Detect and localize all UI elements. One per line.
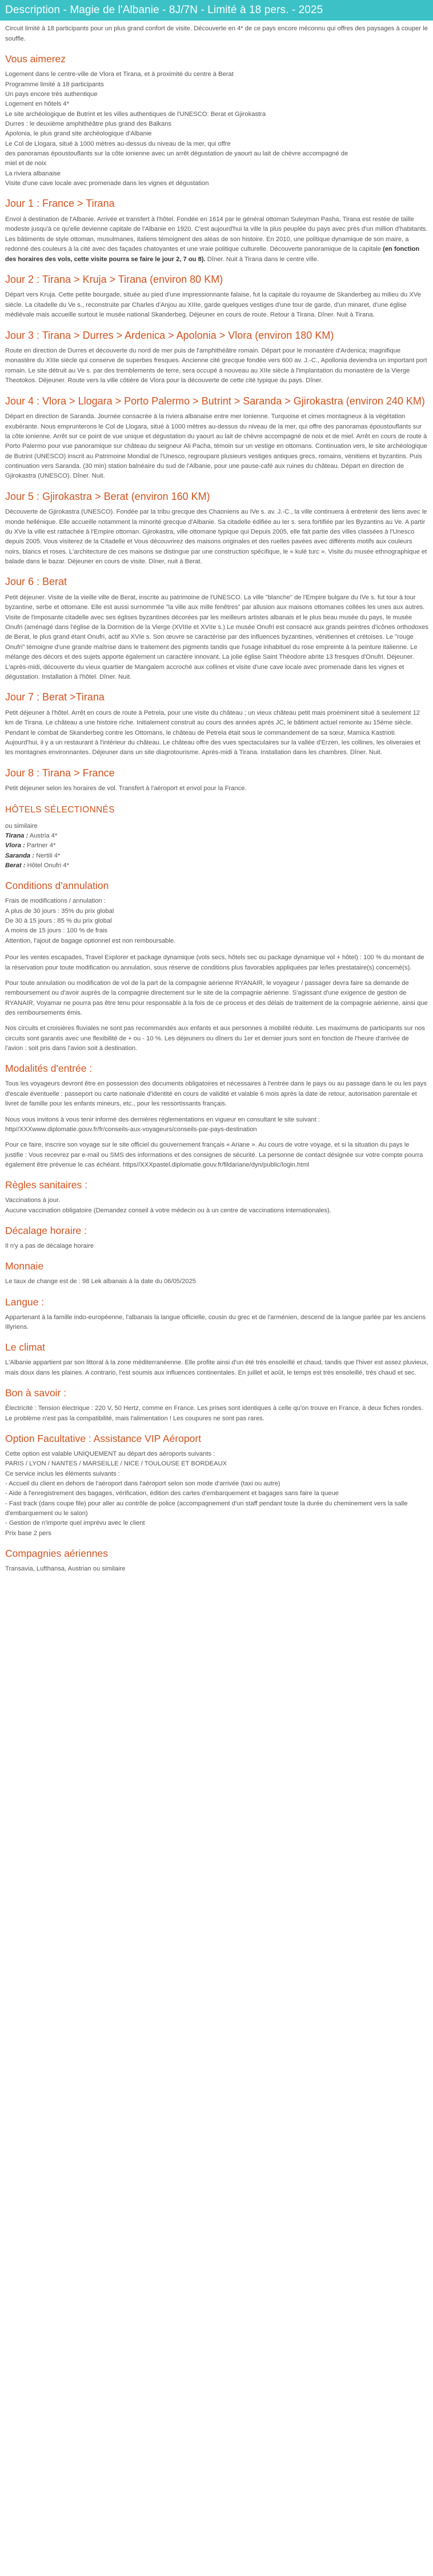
list-item: Aucune vaccination obligatoire (Demandez conseil à votre médecin ou à un centre de vaccinations internationales). xyxy=(5,1207,331,1214)
day-title-8: Jour 8 : Tirana > France xyxy=(5,767,115,779)
day-text-6: Petit déjeuner. Visite de la vieille ville de Berat, inscrite au patrimoine de l'UNESCO. La ville "blanche" de l'Empire bulgare du IVe s. fut tour à tour byzantine, serbe et ottomane. Elle est aussi surnommée "la ville aux mille fenêtres" par allusion aux maisons ottomanes collées les unes aux autres. Visite de l'imposante citadelle avec ses églises byzantines décorées par les meilleurs artistes albanais et le plus beau musée du pays, le musée Onufri (aménagé dans l'église de la Dormition de la Vierge (XVIIIe et XVIIe s.) Le musée Onufri est consacré aux grands peintres d'icônes orthodoxes de Berat, le plus grand étant Onufri, actif au XVIe s. Son œuvre se caractérise par des influences byzantines, vénitiennes et crétoises. Le "rouge Onufri" témoigne d'une grande maîtrise dans le traitement des pigments tandis que l'usage inhabituel du rose empreinte à la peinture italienne. Le mélange des décors et des sujets apporte également un caractère innovant. La jolie église Saint Théodore abrite 13 fresques d'Onufri. Déjeuner. L'après-midi, découverte du vieux quartier de Mangalem accroché aux collines et visite d'une cave locale avec promenade dans les vignes et dégustation. Installation à l'hôtel. Dîner. Nuit. xyxy=(5,594,428,680)
day-text-4: Départ en direction de Saranda. Journée consacrée à la riviera albanaise entre mer Ionienne. Turquoise et cimes montagneux à la végétation exubérante. Nous emprunterons le Col de Llogara, situé à 1000 mètres au-dessus du niveau de la mer, qui offre des panoramas époustouflants sur la côte ionienne. Arrêt sur ce point de vue unique et dégustation du yaourt au lait de chèvre accompagné de noix et de miel. Arrêt en cours de route à Porto Palermo pour vue panoramique sur château du seigneur Ali Pacha, témoin sur un vestige en ottomans. Continuation vers, le site archéologique de Butrint (UNESCO) inscrit au Patrimoine Mondial de l'Unesco, regroupant plusieurs vestiges antiques grecs, romains, vénitiens et byzantins. Puis continuation vers Saranda. (30 min) station balnéaire du sud de l'Albanie, pour une pause-café aux ruines du château. Départ en direction de Gjirokastra (UNESCO). Dîner. Nuit. xyxy=(5,413,427,480)
list-item: Un pays encore très authentique xyxy=(5,90,98,98)
day-title-2: Jour 2 : Tirana > Kruja > Tirana (environ 80 KM) xyxy=(5,273,223,285)
section-title-climat: Le climat xyxy=(5,1341,46,1353)
list-item: Vaccinations à jour. xyxy=(5,1197,61,1204)
list-item: Cette option est valable UNIQUEMENT au départ des aéroports suivants : xyxy=(5,1450,215,1457)
love-list xyxy=(5,70,428,189)
page-title: Description - Magie de l'Albanie - 8J/7N - Limité à 18 pers. - 2025 xyxy=(5,4,323,16)
monnaie-text: Le taux de change est de : 98 Lek albanais à la date du 06/05/2025 xyxy=(5,1278,197,1285)
hotel-city: Berat : xyxy=(5,862,26,870)
day-text-3: Route en direction de Durres et découverte du nord de mer puis de l'amphithéâtre romain. Départ pour le monastère d'Ardenica; magnifique monastère du XIIIe siècle qui conserve de superbes fresques. Ancienne cité grecque fondée vers 600 av. J.-C., Apollonia deviendra un important port romain. Le site détruit au Ve s. par des tremblements de terre, sera occupé à nouveau au XIIe siècle à l'implantation du monastère de la Vierge Theotokos. Déjeuner. Route vers la ville côtière de Vlora pour la découverte de cette cité typique du pays. Dîner. xyxy=(5,347,427,384)
page-title-banner xyxy=(0,0,433,21)
conditions-fees xyxy=(5,896,428,946)
section-title-monnaie: Monnaie xyxy=(5,1260,44,1272)
day-title-5: Jour 5 : Gjirokastra > Berat (environ 160 KM) xyxy=(5,490,210,502)
conditions-paragraph: Pour les ventes escapades, Travel Explorer et package dynamique (vols secs, hôtels sec ou package dynamique vol + hôtel) : 100 % du montant de la réservation pour toute modification ou annulation, sous réserve de conditions plus favorables appliquées par le/les prestataire(s) concerné(s). xyxy=(5,954,424,971)
list-item: Programme limité à 18 participants xyxy=(5,81,104,88)
list-item: miel et de noix xyxy=(5,160,47,167)
list-item: A moins de 15 jours : 100 % de frais xyxy=(5,927,108,935)
hotels-lead: ou similaire xyxy=(5,822,38,830)
section-title-langue: Langue : xyxy=(5,1296,45,1308)
list-item: A plus de 30 jours : 35% du prix global xyxy=(5,907,114,915)
hotel-item xyxy=(5,851,428,861)
modalites-paragraph: Tous les voyageurs devront être en possession des documents obligatoires et nécessaires à l'entrée dans le pays ou au passage dans le ou les pays d'escale éventuelle : passeport ou carte nationale d'identité en cours de validité et valable 6 mois après la date de retour, autorisation parentale et livret de famille pour les enfants mineurs, etc., pour les ressortissants français. xyxy=(5,1080,427,1108)
hotel-name: Partner 4* xyxy=(26,842,56,850)
langue-text: Appartenant à la famille indo-européenne, l'albanais la langue officielle, cousin du grec et de l'arménien, descend de la langue parlée par les anciens Illyriens. xyxy=(5,1313,426,1331)
hotel-name: Austria 4* xyxy=(29,832,58,839)
section-title-modalites: Modalités d'entrée : xyxy=(5,1063,93,1075)
conditions-paragraph: Nos circuits et croisières fluviales ne sont pas recommandés aux enfants et aux personnes à mobilité réduite. Les maximums de participants sur nos circuits sont garantis avec une flexibilité de + ou - 10 %. Les déjeuners ou dîners du 1er et dernier jours sont en fonction de l'heure d'arrivée de l'avion : soit pris dans l'avion soit à destination. xyxy=(5,1025,425,1052)
hotels-list xyxy=(5,822,428,871)
bon-a-savoir-text: Électricité : Tension électrique : 220 V, 50 Hertz, comme en France. Les prises sont identiques à celle qu'on trouve en France, à deux fiches rondes. Le problème n'est pas la compatibilité, mais l'alimentation ! Les coupures ne sont pas rares. xyxy=(5,1405,423,1422)
hotels-title: HÔTELS SÉLECTIONNÉS xyxy=(5,804,115,815)
compagnies-text: Transavia, Lufthansa, Austrian ou similaire xyxy=(5,1565,126,1573)
day-title-6: Jour 6 : Berat xyxy=(5,576,67,588)
list-item: De 30 à 15 jours : 85 % du prix global xyxy=(5,918,112,925)
decalage-text: Il n'y a pas de décalage horaire xyxy=(5,1243,94,1250)
day-title-7: Jour 7 : Berat >Tirana xyxy=(5,691,105,703)
list-item: - Aide à l'enregistrement des bagages, vérification, édition des cartes d'embarquement et bagages sans faire la queue xyxy=(5,1490,339,1497)
day-text-8: Petit déjeuner selon les horaires de vol. Transfert à l'aéroport et envol pour la France. xyxy=(5,785,247,792)
section-title-love: Vous aimerez xyxy=(5,53,66,65)
list-item: Le site archéologique de Butrint et les villes authentiques de l'UNESCO: Berat et Gjirokastra xyxy=(5,110,266,118)
day-body: Envol à destination de l'Albanie. Arrivée et transfert à l'hôtel. Fondée en 1614 par le général ottoman Suleyman Pasha, Tirana est restée de taille modeste jusqu'à ce qu'elle devienne capitale de l'Albanie en 1920. C'est aujourd'hui la ville la plus peuplée du pays avec près d'un million d'habitants. Les bâtiments de style ottoman, musulmanes, italiens témoignent des aléas de son histoire. En 2010, une politique dynamique de son maire, a redonné des couleurs à la cité avec des façades chatoyantes et une vraie politique culturelle. Découverte panoramique de la capitale xyxy=(5,216,428,253)
modalites-paragraph: Pour ce faire, inscrire son voyage sur le site officiel du gouvernement français « Ariane ». Au cours de votre voyage, et si la situation du pays le justifie : Vous recevrez par e-mail ou SMS des informations et des consignes de sécurité. La personne de contact désignée sur votre compte pourra également être prévenue le cas échéant. https//XXXpastel.diplomatie.gouv.fr/fildariane/dyn/public/login.html xyxy=(5,1141,423,1168)
day-title-3: Jour 3 : Tirana > Durres > Ardenica > Apolonia > Vlora (environ 180 KM) xyxy=(5,329,334,341)
description-content xyxy=(0,24,433,1574)
hotel-item xyxy=(5,861,428,871)
section-title-conditions: Conditions d'annulation xyxy=(5,880,109,892)
section-title-bon-a-savoir: Bon à savoir : xyxy=(5,1387,66,1399)
list-item: Durres : le deuxième amphithéâtre plus grand des Balkans xyxy=(5,120,172,127)
day-text-2: Départ vers Kruja. Cette petite bourgade, située au pied d'une impressionnante falaise, fut la capitale du royaume de Skanderbeg au milieu du XVe siècle. La citadelle du Ve s., reconstruite par Charles d'Anjou au XIIIe, garde quelques vestiges d'une tour de garde, d'un minaret, d'une église médiévale mais accueille surtout le musée national Skanderbeg. Déjeuner en cours de route. Retour à Tirana. Dîner. Nuit à Tirana. xyxy=(5,291,421,319)
list-item: Visite d'une cave locale avec promenade dans les vignes et dégustation xyxy=(5,180,209,187)
day-note-bold: (en fonction des horaires des vols, cette visite pourra se faire le jour 2, 7 ou 8). xyxy=(5,246,420,263)
list-item: Logement dans le centre-ville de Vlora et Tirana, et à proximité du centre à Berat xyxy=(5,71,234,78)
section-title-sanitaires: Règles sanitaires : xyxy=(5,1179,87,1191)
hotel-city: Tirana : xyxy=(5,832,29,839)
list-item: PARIS / LYON / NANTES / MARSEILLE / NICE / TOULOUSE ET BORDEAUX xyxy=(5,1460,227,1468)
section-title-compagnies: Compagnies aériennes xyxy=(5,1548,108,1560)
hotel-city: Saranda : xyxy=(5,852,34,859)
day-title-4: Jour 4 : Vlora > Llogara > Porto Palermo > Butrint > Saranda > Gjirokastra (environ 240 KM) xyxy=(5,395,425,407)
day-text-5: Découverte de Gjirokastra (UNESCO). Fondée par la tribu grecque des Chaoniens au IVe s. av. J.-C., la ville continuera à entretenir des liens avec le monde hellénique. Elle accueille notamment la minorité grecque d'Albanie. Sa citadelle édifiée au Ier s. sera fortifiée par les Byzantins au Ve. A partir du XVe la ville est rattachée à l'Empire ottoman. Gjirokastra, ville ottomane typique qui Depuis 2005, elle fait partie des villes classées à l'Unesco depuis 2005. Vous visiterez de la Citadelle et Vous découvrirez des maisons originales et des ruelles pavées avec différents motifs aux couleurs noirs, blancs et roses. L'architecture de ces maisons se distingue par une construction spécifique, le « kulé turc ». Visite du musée ethnographique et balade dans le bazar. Déjeuner en cours de visite. Dîner, nuit à Berat. xyxy=(5,508,427,566)
option-list xyxy=(5,1449,428,1539)
day-end: Dîner. Nuit à Tirana dans le centre ville. xyxy=(207,255,319,263)
list-item: Prix base 2 pers xyxy=(5,1529,51,1537)
day-text-7: Petit déjeuner à l'hôtel. Arrêt en cours de route à Petrela, pour une visite du château ; un vieux château petit mais proéminent situé à seulement 12 km de Tirana. Le château a une histoire riche. Initialement construit au cours des années après JC, le bâtiment actuel remonte au 15ème siècle. Pendant le combat de Skanderbeg contre les Ottomans, le château de Petrela était sous le commandement de sa sœur, Mamica Kastrioti. Aujourd'hui, il y a un restaurant à l'intérieur du château. Le château offre des vues spectaculaires sur la vallée d'Erzen, les collines, les oliveraies et les montagnes environnantes. Déjeuner dans un site diagrotourisme. Après-midi à Tirana. Installation dans les chambres. Dîner. Nuit. xyxy=(5,709,420,756)
list-item: Ce service inclus les éléments suivants : xyxy=(5,1470,120,1477)
hotel-city: Vlora : xyxy=(5,842,25,850)
hotel-item xyxy=(5,841,428,851)
modalites-paragraph: Nous vous invitons à vous tenir informé des dernières réglementations en vigueur en consultant le site suivant : http//XXXwww.diplomatie.gouv.fr/fr/conseils-aux-voyageurs/conseils-par-pays-destination xyxy=(5,1116,320,1133)
list-item: Logement en hôtels 4* xyxy=(5,101,69,108)
hotel-item xyxy=(5,831,428,841)
list-item: Attention, l'ajout de bagage optionnel est non remboursable. xyxy=(5,937,176,944)
climat-text: L'Albanie appartient par son littoral à la zone méditerranéenne. Elle profite ainsi d'un été très ensoleillé et chaud, tandis que l'hiver est assez pluvieux, mais doux dans les plaines. A contrario, l'est soumis aux influences continentales. En juillet et août, le temps est très ensoleillé, très chaud et sec. xyxy=(5,1359,428,1376)
intro-text: Circuit limité à 18 participants pour un plus grand confort de visite. Découverte en 4* de ce pays encore méconnu qui offres des paysages à couper le souffle. xyxy=(5,25,428,42)
hotel-name: Nertili 4* xyxy=(36,852,61,859)
hotel-name: Hôtel Onufri 4* xyxy=(27,862,69,870)
conditions-paragraph: Pour toute annulation ou modification de vol de la part de la compagnie aérienne RYANAIR, le voyageur / passager devra faire sa demande de remboursement ou d'avoir auprès de la compagnie directement sur le site de la compagnie aérienne. S'agissant d'une exigence de gestion de RYANAIR, Voyamar ne pourra pas être tenu pour responsable à la fois de ce process et des délais de traitement de la compagnie aérienne, ainsi que des remboursements émis. xyxy=(5,979,428,1016)
list-item: Frais de modifications / annulation : xyxy=(5,898,106,905)
list-item: - Accueil du client en dehors de l'aéroport dans l'aéroport selon son mode d'arrivée (taxi ou autre) xyxy=(5,1480,280,1487)
list-item: Apolonia, le plus grand site archéologique d'Albanie xyxy=(5,130,152,138)
list-item: Le Col de Llogara, situé à 1000 mètres au-dessus du niveau de la mer, qui offre xyxy=(5,140,231,147)
list-item: - Fast track (dans coupe file) pour aller au contrôle de police (accompagnement d'un staff pendant toute la durée du cheminement vers la salle d'embarquement ou le salon) xyxy=(5,1500,408,1517)
day-title-1: Jour 1 : France > Tirana xyxy=(5,198,115,210)
sanitaires-list xyxy=(5,1196,428,1216)
section-title-decalage: Décalage horaire : xyxy=(5,1225,87,1237)
list-item: La riviera albanaise xyxy=(5,170,61,177)
day-text-1 xyxy=(5,215,428,265)
list-item: - Gestion de n'importe quel imprévu avec le client xyxy=(5,1520,145,1527)
list-item: des panoramas époustouflants sur la côte ionienne avec un arrêt dégustation de yaourt au lait de chèvre accompagné de xyxy=(5,150,348,158)
section-title-option: Option Facultative : Assistance VIP Aéroport xyxy=(5,1432,202,1444)
